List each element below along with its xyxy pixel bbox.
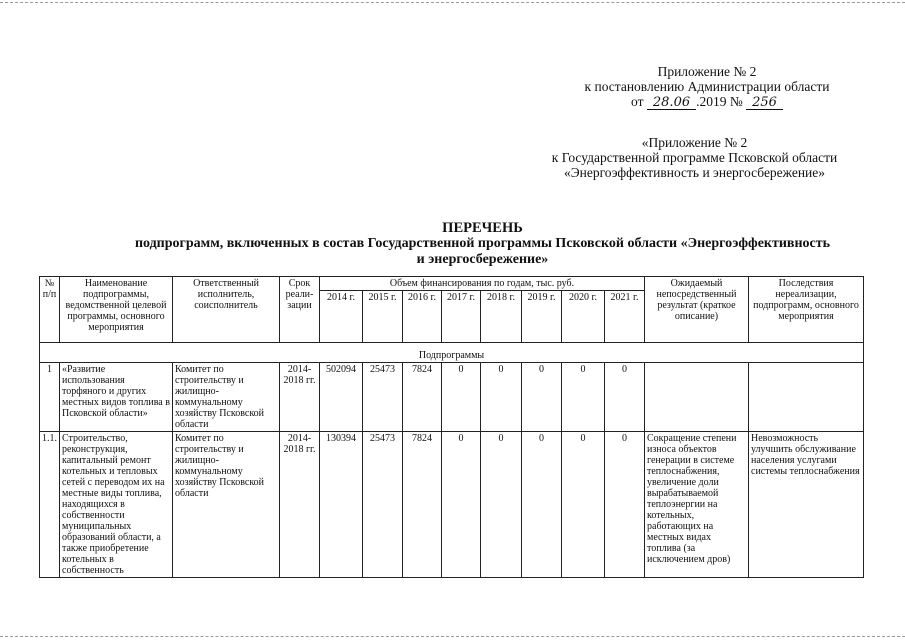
- row-consequences: [749, 363, 864, 432]
- appendix-program-title: «Приложение № 2: [641, 135, 748, 150]
- table-row: [40, 363, 864, 432]
- header-funding: Объем финансирования по годам, тыс. руб.: [320, 277, 645, 291]
- row-value: 0: [442, 363, 481, 432]
- scan-edge-top: [0, 2, 905, 3]
- header-executor: Ответственный исполнитель, соисполнитель: [173, 277, 280, 343]
- document-title: [60, 220, 905, 268]
- title-line-3: и энергосбережение»: [416, 252, 549, 267]
- appendix-decree-subtitle: к постановлению Администрации области: [584, 79, 830, 94]
- appendix-program: [522, 135, 867, 180]
- handwritten-number: 256: [746, 96, 783, 110]
- appendix-program-name: «Энергоэффективность и энергосбережение»: [563, 165, 826, 180]
- row-value: 0: [562, 363, 605, 432]
- table-row: [40, 432, 864, 578]
- row-value: 0: [522, 432, 562, 578]
- section-row: [40, 343, 864, 363]
- row-value: 0: [481, 363, 522, 432]
- row-name: Строительство, реконструкция, капитальный ремонт котельных и тепловых сетей с переводом их на местные виды топлива, находящихся в собственности муниципальных образований области, а также приобретение котельных в собственность: [60, 432, 173, 578]
- row-value: 0: [605, 432, 645, 578]
- row-value: 25473: [363, 363, 403, 432]
- header-term: Срок реали-зации: [280, 277, 320, 343]
- appendix-program-subtitle: к Государственной программе Псковской области: [551, 150, 838, 165]
- row-value: 502094: [320, 363, 363, 432]
- row-value: 130394: [320, 432, 363, 578]
- row-value: 0: [522, 363, 562, 432]
- header-num: № п/п: [40, 277, 60, 343]
- header-year: 2016 г.: [403, 291, 442, 343]
- row-executor: Комитет по строительству и жилищно-коммунальному хозяйству Псковской области: [173, 363, 280, 432]
- row-num: 1.1.: [40, 432, 60, 578]
- row-num: 1: [40, 363, 60, 432]
- header-year: 2017 г.: [442, 291, 481, 343]
- row-value: 0: [481, 432, 522, 578]
- header-year: 2021 г.: [605, 291, 645, 343]
- row-value: 7824: [403, 363, 442, 432]
- row-value: 7824: [403, 432, 442, 578]
- header-result: Ожидаемый непосредственный результат (краткое описание): [645, 277, 749, 343]
- header-year: 2018 г.: [481, 291, 522, 343]
- section-label: Подпрограммы: [40, 343, 864, 363]
- row-executor: Комитет по строительству и жилищно-коммунальному хозяйству Псковской области: [173, 432, 280, 578]
- header-year: 2020 г.: [562, 291, 605, 343]
- scan-edge-bottom: [0, 636, 905, 637]
- row-value: 0: [605, 363, 645, 432]
- header-year: 2014 г.: [320, 291, 363, 343]
- header-row-1: [40, 277, 864, 291]
- row-result: [645, 363, 749, 432]
- row-value: 0: [442, 432, 481, 578]
- title-line-2: подпрограмм, включенных в состав Государственной программы Псковской области «Энергоэффективность: [134, 236, 831, 251]
- row-consequences: Невозможность улучшить обслуживание населения услугами системы теплоснабжения: [749, 432, 864, 578]
- row-term: 2014-2018 гг.: [280, 363, 320, 432]
- row-result: Сокращение степени износа объектов генерации в системе теплоснабжения, увеличение доли вырабатываемой теплоэнергии на котельных, работающих на местных видах топлива (за исключением дров): [645, 432, 749, 578]
- header-name: Наименование подпрограммы, ведомственной целевой программы, основного мероприятия: [60, 277, 173, 343]
- date-year: .2019 №: [696, 94, 743, 109]
- date-prefix: от: [631, 94, 644, 109]
- header-consequences: Последствия нереализации, подпрограмм, основного мероприятия: [749, 277, 864, 343]
- appendix-decree-date-line: [552, 94, 862, 110]
- row-value: 25473: [363, 432, 403, 578]
- row-value: 0: [562, 432, 605, 578]
- title-heading: ПЕРЕЧЕНЬ: [442, 220, 523, 236]
- handwritten-date: 28.06: [647, 96, 696, 110]
- appendix-decree-title: Приложение № 2: [657, 64, 757, 79]
- subprograms-table: [39, 276, 864, 578]
- header-year: 2019 г.: [522, 291, 562, 343]
- row-name: «Развитие использования торфяного и других местных видов топлива в Псковской области»: [60, 363, 173, 432]
- header-year: 2015 г.: [363, 291, 403, 343]
- appendix-decree: [552, 64, 862, 110]
- row-term: 2014-2018 гг.: [280, 432, 320, 578]
